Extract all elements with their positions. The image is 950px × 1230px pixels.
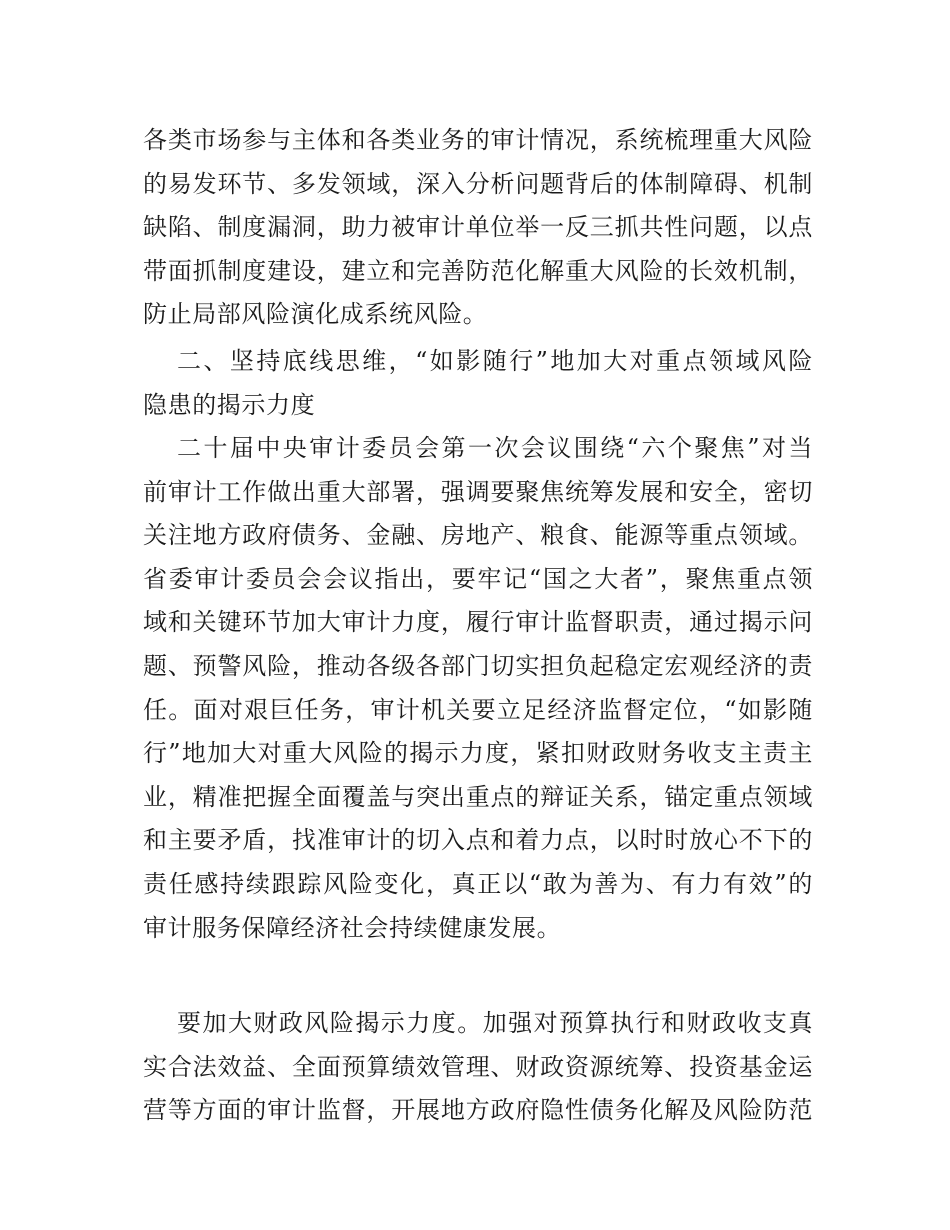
text-line: 题、预警风险，推动各级各部门切实担负起稳定宏观经济的责 [143, 651, 813, 680]
paragraph-risk-analysis [143, 119, 813, 337]
text-line: 各类市场参与主体和各类业务的审计情况，系统梳理重大风险 [143, 126, 813, 154]
text-line: 营等方面的审计监督，开展地方政府隐性债务化解及风险防范 [143, 1096, 813, 1125]
section-heading-2 [143, 340, 813, 427]
text-line: 前审计工作做出重大部署，强调要聚焦统筹发展和安全，密切 [143, 477, 813, 506]
text-line: 二十届中央审计委员会第一次会议围绕“六个聚焦”对当 [177, 434, 813, 462]
text-line: 防止局部风险演化成系统风险。 [143, 300, 488, 329]
text-line: 要加大财政风险揭示力度。加强对预算执行和财政收支真 [177, 1009, 813, 1037]
paragraph-audit-committee [143, 427, 813, 950]
text-line: 关注地方政府债务、金融、房地产、粮食、能源等重点领域。 [143, 521, 813, 550]
text-line: 带面抓制度建设，建立和完善防范化解重大风险的长效机制， [143, 256, 813, 285]
heading-line: 二、坚持底线思维，“如影随行”地加大对重点领域风险 [177, 347, 813, 375]
text-line: 行”地加大对重大风险的揭示力度，紧扣财政财务收支主责主 [143, 739, 813, 768]
text-line: 缺陷、制度漏洞，助力被审计单位举一反三抓共性问题，以点 [143, 213, 813, 242]
text-line: 责任感持续跟踪风险变化，真正以“敢为善为、有力有效”的 [143, 869, 813, 898]
text-line: 省委审计委员会会议指出，要牢记“国之大者”，聚焦重点领 [143, 564, 813, 593]
text-line: 审计服务保障经济社会持续健康发展。 [143, 913, 562, 942]
text-line: 任。面对艰巨任务，审计机关要立足经济监督定位，“如影随 [143, 695, 813, 724]
paragraph-fiscal-risk [143, 1002, 813, 1133]
text-line: 实合法效益、全面预算绩效管理、财政资源统筹、投资基金运 [143, 1052, 813, 1081]
text-line: 业，精准把握全面覆盖与突出重点的辩证关系，锚定重点领域 [143, 782, 813, 811]
heading-line: 隐患的揭示力度 [143, 390, 316, 419]
text-line: 的易发环节、多发领域，深入分析问题背后的体制障碍、机制 [143, 169, 813, 198]
text-line: 域和关键环节加大审计力度，履行审计监督职责，通过揭示问 [143, 608, 813, 637]
text-line: 和主要矛盾，找准审计的切入点和着力点，以时时放心不下的 [143, 826, 813, 855]
